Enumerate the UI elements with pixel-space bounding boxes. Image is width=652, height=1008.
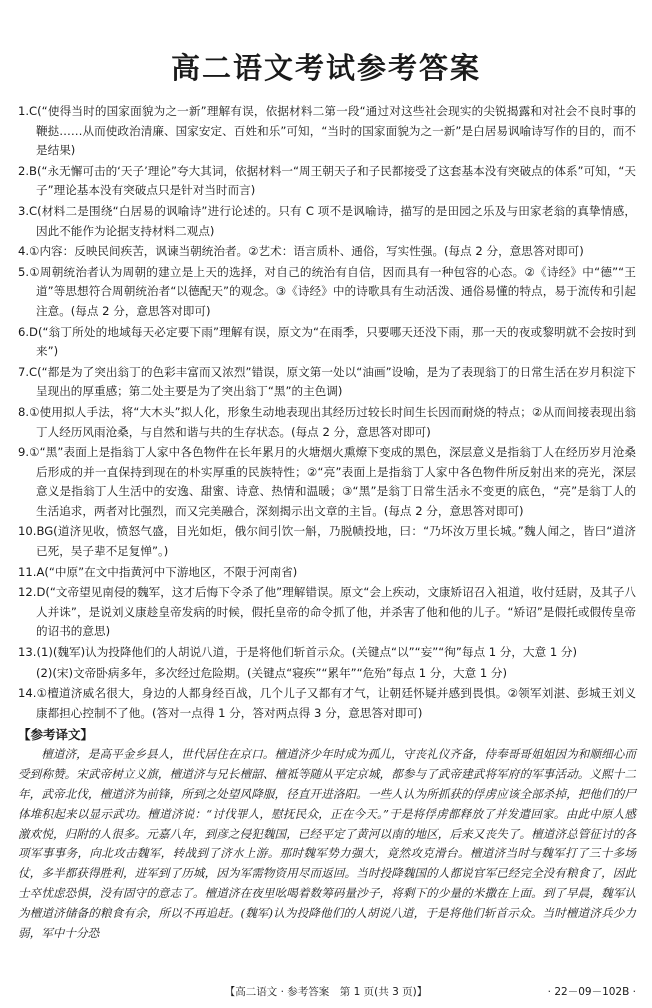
answer-list: [18, 102, 636, 943]
page-title: 高二语文考试参考答案: [170, 51, 481, 85]
answer-item-3: 3.C(材料二是围绕“白居易的讽喻诗”进行论述的。只有 C 项不是讽喻诗，描写的是田园之乐及与田家老翁的真挚情感，因此不能作为论据支持材料二观点): [18, 203, 636, 238]
answer-item-4: 4.①内容：反映民间疾苦，讽谏当朝统治者。②艺术：语言质朴、通俗，写实性强。(每点 2 分，意思答对即可): [18, 244, 584, 259]
answer-item-1: 1.C(“使得当时的国家面貌为之一新”理解有误，依据材料二第一段“通过对这些社会现实的尖锐揭露和对社会不良时事的鞭挞……从而使政治清廉、国家安定、百姓和乐”可知，“当时的国家面貌为之一新”是白居易讽喻诗写作的目的，而不是结果): [18, 104, 636, 158]
reference-translation: 檀道济，是高平金乡县人，世代居住在京口。檀道济少年时成为孤儿，守丧礼仪齐备，侍奉哥哥姐姐因为和顺细心而受到称赞。宋武帝树立义旗，檀道济与兄长檀韶、檀祗等随从平定京城，都参与了武帝建武将军府的军事活动。义熙十二年，武帝北伐，檀道济为前锋，所到之处望风降服，径直开进洛阳。一些人认为所抓获的俘虏应该全部杀掉，把他们的尸体堆积起来以显示武功。檀道济说：“讨伐罪人，慰抚民众，正在今天。”于是将俘虏都释放了并发遣回家。由此中原人感激欢悦，归附的人很多。元嘉八年，到彦之侵犯魏国，已经平定了黄河以南的地区，后来又丧失了。檀道济总管征讨的各项军事事务，向北攻击魏军，转战到了济水上游。那时魏军势力强大，竟然攻克滑台。檀道济当时与魏军打了三十多场仗，多半都获得胜利，进军到了历城，因为军需物资用尽而返回。当时投降魏国的人都说官军已经完全没有粮食了，因此士卒忧虑恐惧，没有固守的意志了。檀道济在夜里吆喝着数筹码量沙子，将剩下的少量的米撒在上面。到了早晨，魏军认为檀道济储备的粮食有余，所以不再追赶。(魏军)认为投降他们的人胡说八道，于是将他们斩首示众。当时檀道济兵少力弱，军中十分恐: [18, 747, 636, 940]
answer-item-13-2: (2)(宋)文帝卧病多年，多次经过危险期。(关键点“寝疾”“累年”“危殆”每点 1 分，大意 1 分): [36, 665, 508, 680]
answer-item-12: 12.D(“文帝望见南侵的魏军，这才后悔下令杀了他”理解错误。原文“会上疾动，文康矫诏召入祖道，收付廷尉，及其子八人并诛”，是说刘义康趁皇帝发病的时候，假托皇帝的命令抓了他，并杀害了他和他的儿子。“矫诏”是假托或假传皇帝的诏书的意思): [18, 585, 637, 639]
footer-page-info: 【高二语文 · 参考答案 第 1 页(共 3 页)】: [224, 986, 428, 998]
page-footer: [0, 982, 652, 1002]
answer-item-7: 7.C(“都是为了突出翁丁的色彩丰富而又浓烈”错误，原文第一处以“油画”设喻，是为了表现翁丁的日常生活在岁月积淀下呈现出的厚重感；第二处主要是为了突出翁丁“黑”的主色调): [18, 364, 636, 399]
answer-item-6: 6.D(“翁丁所处的地域每天必定要下雨”理解有误，原文为“在雨季，只要哪天还没下雨，那一天的夜或黎明就不会按时到来”): [18, 324, 636, 359]
answer-item-9: 9.①“黑”表面上是指翁丁人家中各色物件在长年累月的火塘烟火熏燎下变成的黑色，深层意义是指翁丁人在经历岁月沧桑后形成的并一直保持到现在的朴实厚重的民族特性；②“亮”表面上是指翁丁人家中各色物件所反射出来的亮光，深层意义是指翁丁人生活中的安逸、甜蜜、诗意、热情和温暖；③“黑”是翁丁日常生活永不变更的底色，“亮”是翁丁人的生活追求，两者对比强烈，而又完美融合，深刻揭示出文章的主旨。(每点 2 分，意思答对即可): [18, 445, 636, 518]
answer-item-11: 11.A(“中原”在文中指黄河中下游地区，不限于河南省): [18, 564, 298, 579]
answer-item-2: 2.B(“永无懈可击的‘天子’理论”夸大其词，依据材料一“周王朝天子和子民都接受了这套基本没有突破点的体系”可知，“天子”理论基本没有突破点只是针对当时而言): [18, 163, 636, 198]
answer-item-10: 10.BG(道济见收，愤怒气盛，目光如炬，俄尔间引饮一斛，乃脱帻投地，曰：“乃坏汝万里长城。”魏人闻之，皆曰“道济已死，吴子辈不足复惮”。): [18, 524, 636, 559]
footer-code: · 22－09－102B ·: [547, 986, 636, 998]
answer-item-14: 14.①檀道济威名很大，身边的人都身经百战，几个儿子又都有才气，让朝廷怀疑并感到畏惧。②领军刘湛、彭城王刘义康都担心控制不了他。(答对一点得 1 分，答对两点得 3 分，意思答对即可): [18, 686, 636, 720]
answer-item-5: 5.①周朝统治者认为周朝的建立是上天的选择，对自己的统治有自信，因而具有一种包容的心态。②《诗经》中“德”“王道”等思想符合周朝统治者“以德配天”的观念。③《诗经》中的诗歌具有生动活泼、通俗易懂的特点，易于流传和引起注意。(每点 2 分，意思答对即可): [18, 264, 636, 318]
reference-heading: 【参考译文】: [18, 727, 94, 743]
answer-item-8: 8.①使用拟人手法，将“大木头”拟人化，形象生动地表现出其经历过较长时间生长因而耐烧的特点；②从而间接表现出翁丁人经历风雨沧桑，与自然和谐与共的生存状态。(每点 2 分，意思答对即可): [18, 404, 636, 439]
answer-item-13-1: 13.(1)(魏军)认为投降他们的人胡说八道，于是将他们斩首示众。(关键点“以”“妄”“徇”每点 1 分，大意 1 分): [18, 645, 578, 660]
